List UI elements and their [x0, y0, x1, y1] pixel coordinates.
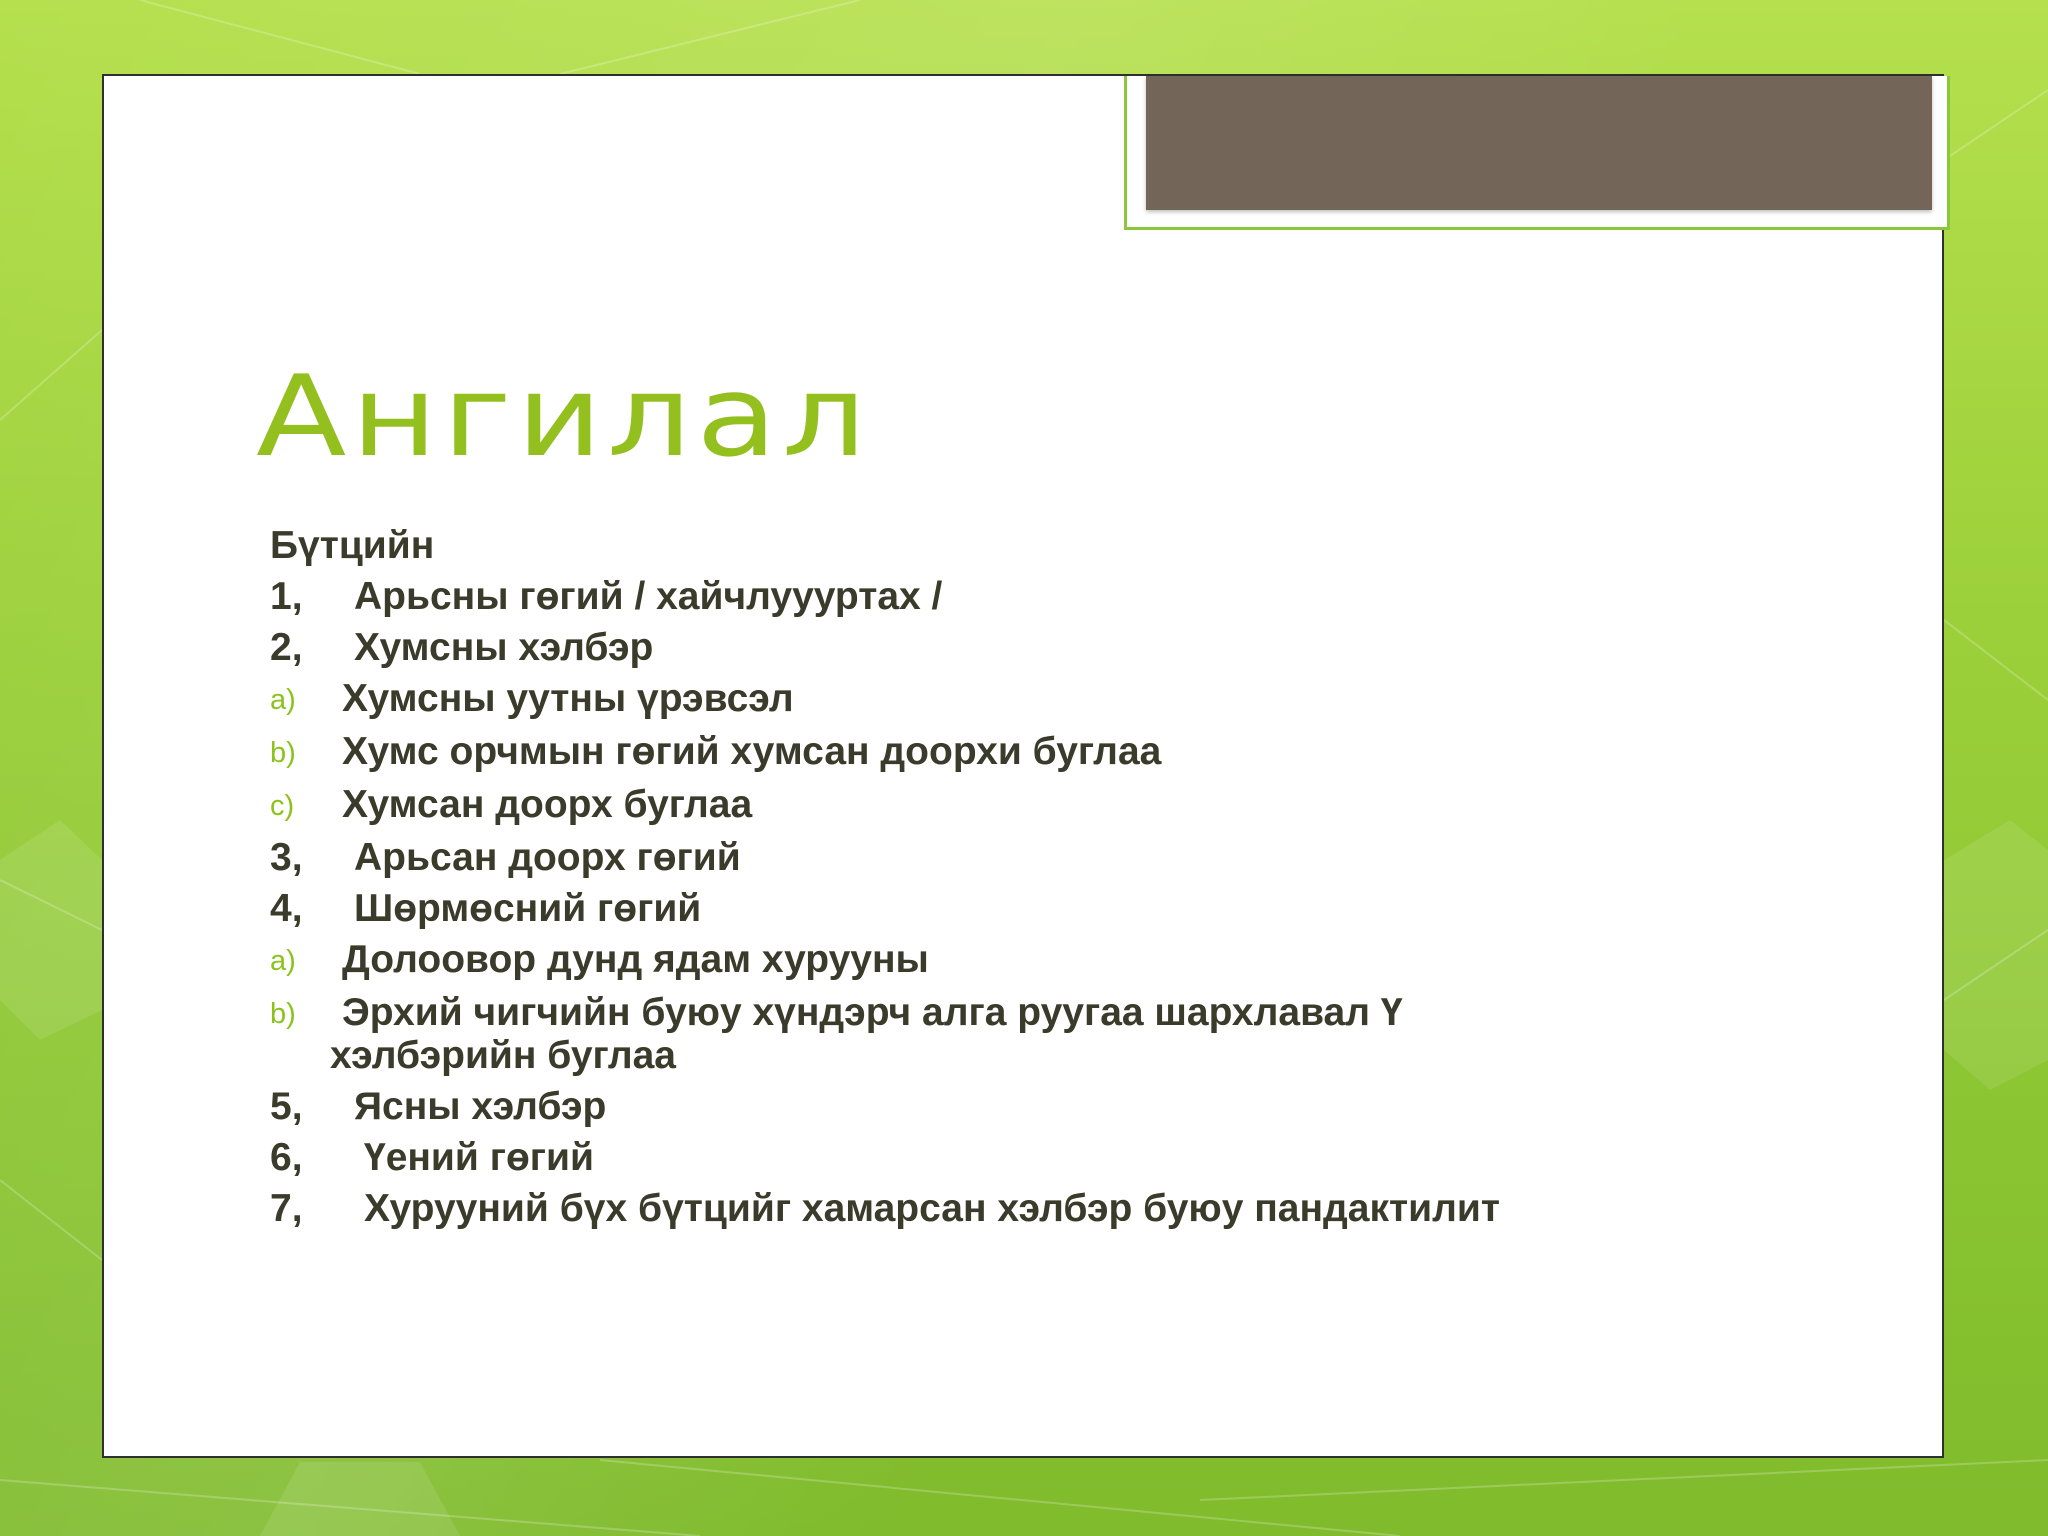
sub-item-marker: b)	[270, 737, 296, 769]
item-text: Хурууний бүх бүтцийг хамарсан хэлбэр буюу пандактилит	[364, 1187, 1500, 1230]
list-item	[270, 1183, 1670, 1234]
image-placeholder	[1146, 76, 1932, 210]
sub-list-item	[270, 987, 1670, 1081]
slide-title: Ангилал	[256, 352, 872, 482]
slide-content	[270, 520, 1670, 1234]
item-number: 7,	[270, 1187, 303, 1230]
item-number: 2,	[270, 626, 303, 669]
item-number: 4,	[270, 887, 303, 930]
item-text: Хумс орчмын гөгий хумсан доорхи буглаа	[342, 730, 1162, 773]
item-text: Долоовор дунд ядам хурууны	[342, 938, 929, 981]
list-item	[270, 1081, 1670, 1132]
sub-list-item	[270, 673, 1670, 726]
item-text: Арьсан доорх гөгий	[354, 836, 741, 879]
item-text: Хумсан доорх буглаа	[342, 783, 753, 826]
list-item	[270, 832, 1670, 883]
item-text: Шөрмөсний гөгий	[354, 887, 702, 930]
section-heading: Бүтцийн	[270, 524, 435, 567]
sub-list-item	[270, 726, 1670, 779]
sub-list-item	[270, 934, 1670, 987]
item-text: Эрхий чигчийн буюу хүндэрч алга руугаа шархлавал Ү	[342, 991, 1403, 1034]
sub-item-marker: b)	[270, 998, 296, 1030]
sub-item-marker: a)	[270, 684, 296, 716]
list-item	[270, 622, 1670, 673]
list-item	[270, 1132, 1670, 1183]
item-text: Хумсны хэлбэр	[354, 626, 654, 669]
item-text: Арьсны гөгий / хайчлуууртах /	[354, 575, 943, 618]
item-text-continuation: хэлбэрийн буглаа	[330, 1034, 676, 1077]
sub-list-item	[270, 779, 1670, 832]
item-number: 3,	[270, 836, 303, 879]
item-number: 6,	[270, 1136, 303, 1179]
item-text: Үений гөгий	[364, 1136, 594, 1179]
item-text: Ясны хэлбэр	[354, 1085, 607, 1128]
image-frame	[1124, 76, 1950, 230]
item-number: 5,	[270, 1085, 303, 1128]
list-item	[270, 883, 1670, 934]
item-number: 1,	[270, 575, 303, 618]
item-text: Хумсны уутны үрэвсэл	[342, 677, 794, 720]
sub-item-marker: a)	[270, 945, 296, 977]
list-item	[270, 571, 1670, 622]
sub-item-marker: c)	[270, 790, 295, 822]
